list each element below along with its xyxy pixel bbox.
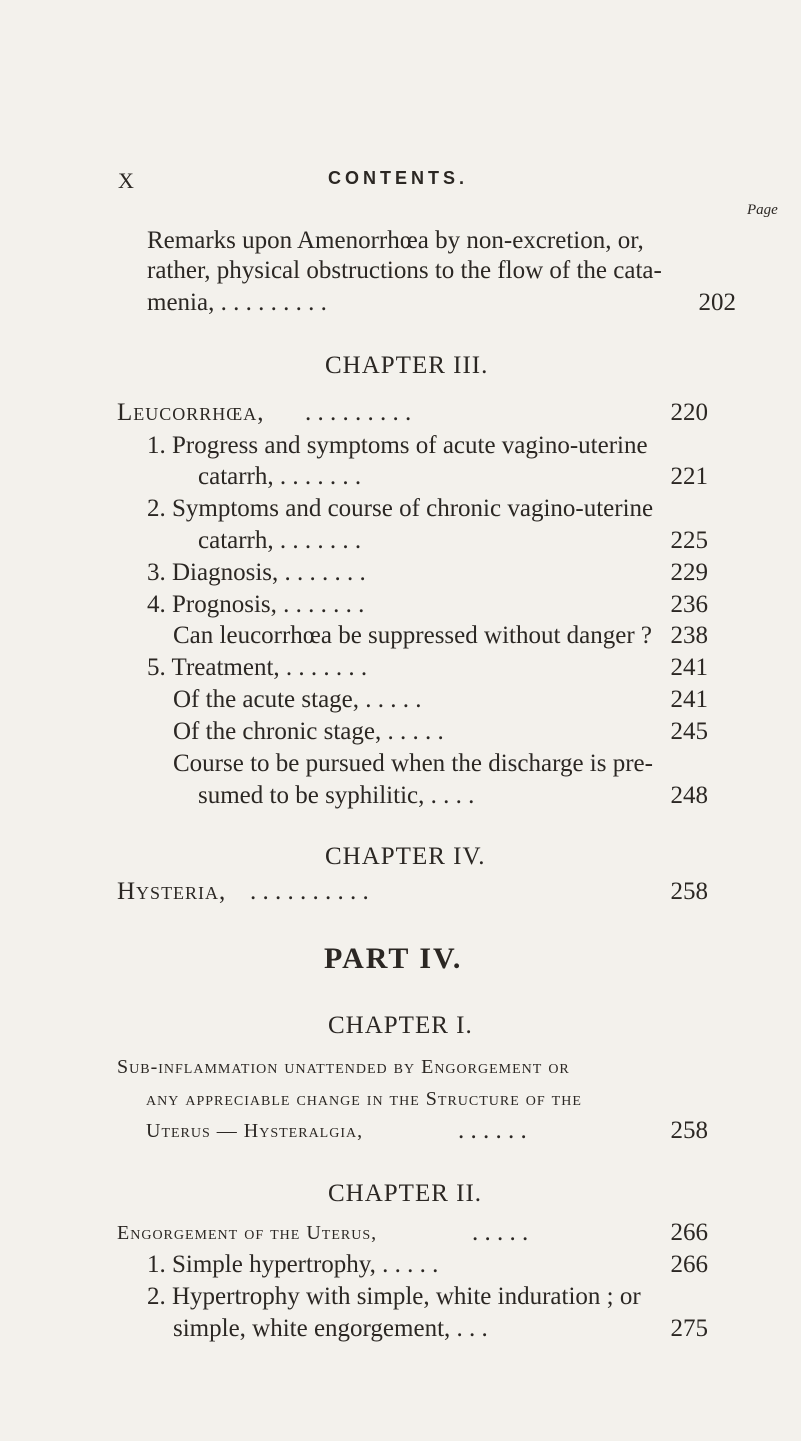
page-number: 248 xyxy=(670,782,708,809)
leader-dots: . . . . . . . . . xyxy=(305,399,412,426)
entry-line: Can leucorrhœa be suppressed without danger ? xyxy=(173,622,653,649)
entry-line: menia, . . . . . . . . . xyxy=(147,289,327,316)
entry-line: Remarks upon Amenorrhœa by non-excretion, or, xyxy=(147,227,644,254)
entry-line: Of the acute stage, . . . . . xyxy=(173,686,422,713)
entry-line: 5. Treatment, . . . . . . . xyxy=(147,654,368,681)
chapter-title: Hysteria, xyxy=(117,878,227,905)
entry-line: 1. Simple hypertrophy, . . . . . xyxy=(147,1251,439,1278)
page-number: 275 xyxy=(670,1315,708,1342)
chapter-title: Engorgement of the Uterus, xyxy=(117,1222,378,1244)
entry-line: simple, white engorgement, . . . xyxy=(173,1315,488,1342)
entry-line: 4. Prognosis, . . . . . . . xyxy=(147,591,365,618)
contents-title: CONTENTS. xyxy=(328,168,469,188)
entry-line: Course to be pursued when the discharge is pre- xyxy=(173,750,653,777)
entry-line: catarrh, . . . . . . . xyxy=(198,527,362,554)
page-number: 241 xyxy=(670,654,708,681)
chapter-title-leucorrhoea xyxy=(117,398,265,428)
entry-line: 1. Progress and symptoms of acute vagino-uterine xyxy=(147,432,648,459)
page-number: 220 xyxy=(670,399,708,426)
page-number: 225 xyxy=(670,527,708,554)
part-heading: PART IV. xyxy=(324,942,463,975)
page-column-label: Page xyxy=(747,202,778,218)
leader-dots: . . . . . xyxy=(472,1219,529,1246)
chapter-heading: CHAPTER III. xyxy=(325,352,489,379)
chapter-title-line: Uterus — Hysteralgia, xyxy=(146,1120,364,1142)
entry-line: 2. Symptoms and course of chronic vagino-uterine xyxy=(147,495,654,522)
page-number: 229 xyxy=(670,559,708,586)
leader-dots: . . . . . . xyxy=(458,1117,527,1144)
page-number: 266 xyxy=(670,1251,708,1278)
page-number: 258 xyxy=(670,878,708,905)
page-roman-numeral: X xyxy=(118,168,135,193)
chapter-heading: CHAPTER I. xyxy=(328,1012,473,1039)
page-number: 236 xyxy=(670,591,708,618)
page-number: 266 xyxy=(670,1219,708,1246)
page-number: 258 xyxy=(670,1117,708,1144)
chapter-title-line: Sub-inflammation unattended by Engorgement or xyxy=(117,1056,570,1078)
entry-line: 3. Diagnosis, . . . . . . . xyxy=(147,559,366,586)
entry-line: Of the chronic stage, . . . . . xyxy=(173,718,444,745)
chapter-title: Leucorrhœa, xyxy=(117,399,265,426)
page-number: 221 xyxy=(670,463,708,490)
leader-dots: . . . . . . . . . . xyxy=(250,878,369,905)
chapter-title-hysteria xyxy=(117,877,226,907)
page-number: 202 xyxy=(698,289,736,316)
chapter-heading: CHAPTER IV. xyxy=(325,843,486,870)
entry-line: 2. Hypertrophy with simple, white induration ; or xyxy=(147,1283,641,1310)
entry-line: catarrh, . . . . . . . xyxy=(198,463,362,490)
page-number: 241 xyxy=(670,686,708,713)
page-number: 238 xyxy=(670,622,708,649)
chapter-heading: CHAPTER II. xyxy=(328,1180,483,1207)
entry-line: sumed to be syphilitic, . . . . xyxy=(198,782,475,809)
entry-line: rather, physical obstructions to the flow of the cata- xyxy=(147,257,662,284)
page-number: 245 xyxy=(670,718,708,745)
chapter-title-line: any appreciable change in the Structure of the xyxy=(146,1088,582,1110)
